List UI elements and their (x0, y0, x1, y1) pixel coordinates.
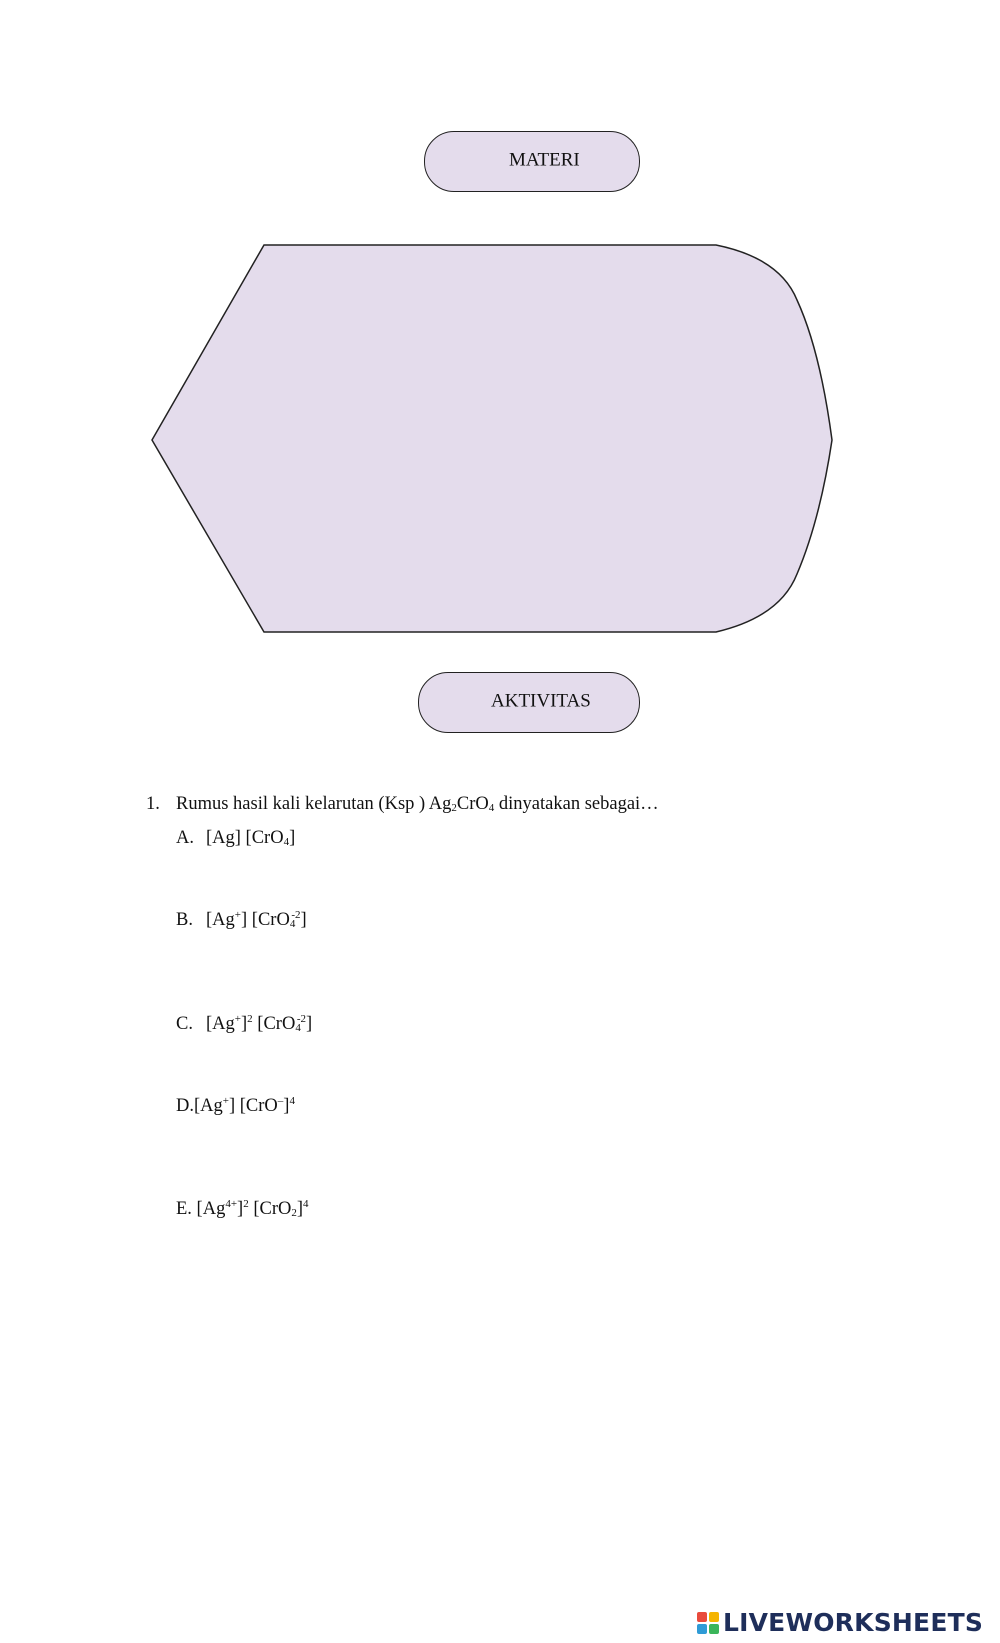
aktivitas-label-box (418, 672, 640, 733)
option-b-letter: B. (176, 910, 193, 930)
material-content-shape (0, 0, 1000, 700)
option-a-letter: A. (176, 828, 194, 848)
option-a[interactable]: A. [Ag] [CrO$_4$] (176, 828, 296, 848)
option-d-text: D.[Ag (176, 1096, 223, 1116)
option-c-letter: C. (176, 1014, 193, 1034)
material-content-outline (152, 245, 832, 632)
option-c[interactable]: C. $[Ag^+]^2$ [CrO$_4^{-2}$] (176, 1013, 313, 1034)
option-e-text: E. [Ag (176, 1199, 226, 1219)
aktivitas-label: AKTIVITAS (491, 690, 591, 712)
option-b[interactable]: B. [Ag+] [CrO$_4^{-2}$] (176, 909, 307, 930)
liveworksheets-logo (697, 1608, 983, 1637)
question-text: Rumus hasil kali kelarutan (Ksp ) $Ag_2CrO_4$ dinyatakan sebagai… (176, 794, 659, 814)
question-number: 1. (146, 794, 160, 814)
option-d[interactable]: D.[Ag+] $[CrO^-]^4$ (176, 1095, 295, 1116)
materi-label: MATERI (509, 149, 580, 171)
logo-text: LIVEWORKSHEETS (723, 1608, 984, 1637)
logo-grid-icon (697, 1612, 719, 1634)
option-e[interactable]: E. $[Ag^{4+}]^2$ $[CrO_2]^4$ (176, 1198, 309, 1219)
